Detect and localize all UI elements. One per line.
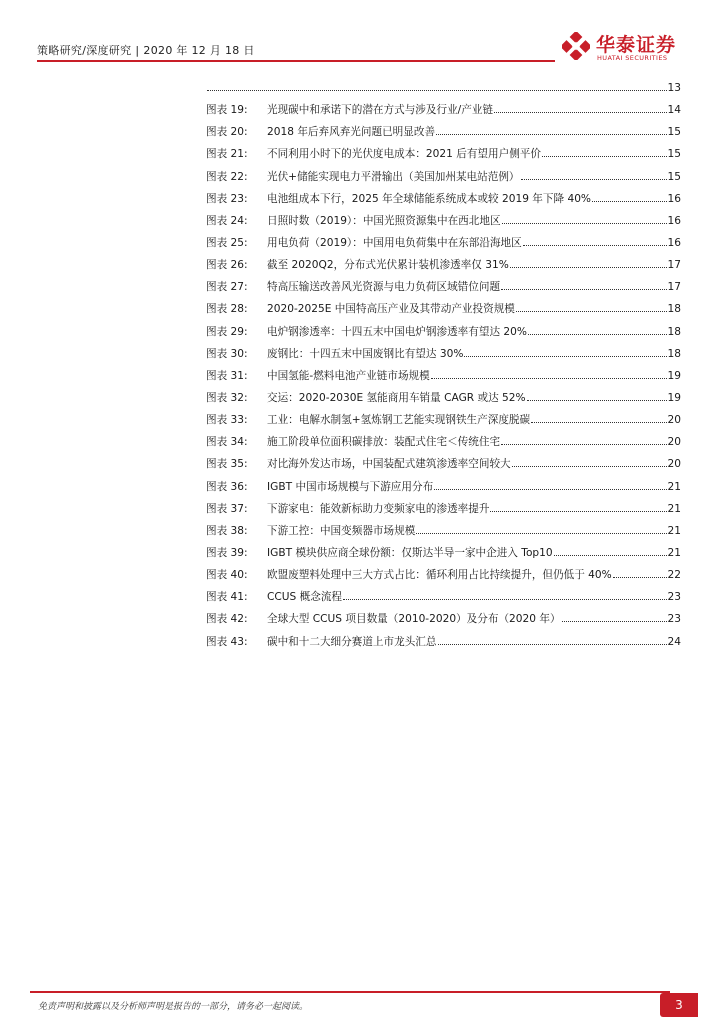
toc-entry-title: 特高压输送改善风光资源与电力负荷区域错位问题 bbox=[267, 281, 501, 294]
header-separator: | bbox=[135, 44, 140, 57]
toc-entry[interactable] bbox=[206, 523, 681, 545]
toc-leader-dots bbox=[343, 589, 667, 600]
toc-entry[interactable] bbox=[206, 324, 681, 346]
toc-page-number: 21 bbox=[667, 502, 681, 515]
toc-entry-title: 电炉钢渗透率：十四五末中国电炉钢渗透率有望达 20% bbox=[267, 325, 527, 338]
toc-entry-label: 图表 28: bbox=[206, 303, 248, 316]
figure-table-of-contents bbox=[206, 80, 681, 656]
toc-leader-dots bbox=[516, 301, 667, 312]
toc-entry-label: 图表 20: bbox=[206, 126, 248, 139]
report-category: 策略研究/深度研究 bbox=[37, 44, 132, 57]
footer-divider bbox=[30, 991, 670, 993]
toc-leader-dots bbox=[490, 501, 666, 512]
header-divider bbox=[37, 60, 555, 62]
toc-leader-dots bbox=[523, 235, 667, 246]
toc-leader-dots bbox=[501, 434, 666, 445]
toc-entry-label: 图表 41: bbox=[206, 591, 248, 604]
huatai-logo-icon bbox=[562, 32, 590, 60]
toc-page-number: 23 bbox=[667, 591, 681, 604]
toc-entry[interactable] bbox=[206, 279, 681, 301]
toc-page-number: 15 bbox=[667, 148, 681, 161]
toc-page-number: 21 bbox=[667, 546, 681, 559]
toc-entry-title: 交运：2020-2030E 氢能商用车销量 CAGR 或达 52% bbox=[267, 391, 526, 404]
toc-entry-title: 截至 2020Q2，分布式光伏累计装机渗透率仅 31% bbox=[267, 259, 509, 272]
toc-entry[interactable] bbox=[206, 567, 681, 589]
toc-entry-title: 下游工控：中国变频器市场规模 bbox=[267, 524, 416, 537]
toc-leader-dots bbox=[431, 368, 667, 379]
toc-entry-title: 用电负荷（2019）：中国用电负荷集中在东部沿海地区 bbox=[267, 236, 522, 249]
toc-page-number: 23 bbox=[667, 613, 681, 626]
toc-entry-title: 欧盟废塑料处理中三大方式占比：循环利用占比持续提升，但仍低于 40% bbox=[267, 569, 612, 582]
toc-entry-title: 光伏+储能实现电力平滑输出（美国加州某电站范例） bbox=[267, 170, 520, 183]
toc-entry-title: 中国氢能-燃料电池产业链市场规模 bbox=[267, 369, 430, 382]
logo-english-name: HUATAI SECURITIES bbox=[597, 54, 668, 62]
toc-entry-label: 图表 36: bbox=[206, 480, 248, 493]
footer-disclaimer: 免责声明和披露以及分析师声明是报告的一部分，请务必一起阅读。 bbox=[38, 1002, 309, 1012]
toc-page-number: 18 bbox=[667, 347, 681, 360]
toc-entry[interactable] bbox=[206, 102, 681, 124]
toc-page-number: 16 bbox=[667, 236, 681, 249]
toc-page-number: 20 bbox=[667, 414, 681, 427]
toc-entry-label: 图表 19: bbox=[206, 104, 248, 117]
toc-entry[interactable] bbox=[206, 213, 681, 235]
toc-page-number: 16 bbox=[667, 192, 681, 205]
toc-entry-title: 对比海外发达市场，中国装配式建筑渗透率空间较大 bbox=[267, 458, 511, 471]
toc-entry-title: 下游家电：能效新标助力变频家电的渗透率提升 bbox=[267, 502, 490, 515]
toc-page-number: 22 bbox=[667, 569, 681, 582]
toc-leader-dots bbox=[207, 80, 667, 91]
toc-entry[interactable] bbox=[206, 235, 681, 257]
toc-entry-label: 图表 42: bbox=[206, 613, 248, 626]
report-date: 2020 年 12 月 18 日 bbox=[143, 44, 255, 57]
toc-entry[interactable] bbox=[206, 456, 681, 478]
toc-page-number: 17 bbox=[667, 281, 681, 294]
toc-entry-title: 全球大型 CCUS 项目数量（2010-2020）及分布（2020 年） bbox=[267, 613, 561, 626]
toc-entry[interactable] bbox=[206, 545, 681, 567]
toc-leader-dots bbox=[510, 257, 667, 268]
toc-entry-label: 图表 23: bbox=[206, 192, 248, 205]
toc-leader-dots bbox=[502, 213, 667, 224]
toc-leader-dots bbox=[494, 102, 666, 113]
toc-entry[interactable] bbox=[206, 257, 681, 279]
toc-page-number: 15 bbox=[667, 170, 681, 183]
toc-entry-label: 图表 22: bbox=[206, 170, 248, 183]
toc-leader-dots bbox=[438, 634, 667, 645]
toc-entry[interactable] bbox=[206, 434, 681, 456]
header-category-date bbox=[37, 42, 255, 58]
toc-leader-dots bbox=[531, 412, 666, 423]
toc-entry-label: 图表 34: bbox=[206, 436, 248, 449]
toc-page-number: 19 bbox=[667, 391, 681, 404]
toc-page-number: 15 bbox=[667, 126, 681, 139]
toc-leader-dots bbox=[416, 523, 666, 534]
toc-entry-title: 2020-2025E 中国特高压产业及其带动产业投资规模 bbox=[267, 303, 515, 316]
toc-entry-label: 图表 32: bbox=[206, 391, 248, 404]
toc-entry[interactable] bbox=[206, 191, 681, 213]
toc-entry[interactable] bbox=[206, 501, 681, 523]
company-logo bbox=[562, 30, 692, 64]
toc-entry-label: 图表 40: bbox=[206, 569, 248, 582]
toc-entry-label: 图表 31: bbox=[206, 369, 248, 382]
toc-entry-title: 施工阶段单位面积碳排放：装配式住宅＜传统住宅 bbox=[267, 436, 501, 449]
toc-entry-title: 2018 年后弃风弃光问题已明显改善 bbox=[267, 126, 436, 139]
toc-entry-title: 不同利用小时下的光伏度电成本：2021 后有望用户侧平价 bbox=[267, 148, 541, 161]
toc-entry-title: 电池组成本下行，2025 年全球储能系统成本或较 2019 年下降 40% bbox=[267, 192, 591, 205]
toc-entry-label: 图表 43: bbox=[206, 635, 248, 648]
toc-entry[interactable] bbox=[206, 412, 681, 434]
toc-entry[interactable] bbox=[206, 611, 681, 633]
toc-page-number: 24 bbox=[667, 635, 681, 648]
toc-leader-dots bbox=[592, 191, 667, 202]
toc-entry-title: 日照时数（2019）：中国光照资源集中在西北地区 bbox=[267, 214, 501, 227]
toc-page-number: 17 bbox=[667, 259, 681, 272]
toc-leader-dots bbox=[434, 479, 666, 490]
toc-entry-label: 图表 33: bbox=[206, 414, 248, 427]
logo-chinese-name: 华泰证券 bbox=[596, 34, 677, 56]
toc-entry-title: 碳中和十二大细分赛道上市龙头汇总 bbox=[267, 635, 437, 648]
toc-entry[interactable] bbox=[206, 124, 681, 146]
toc-page-number: 19 bbox=[667, 369, 681, 382]
toc-entry-label: 图表 30: bbox=[206, 347, 248, 360]
toc-entry[interactable] bbox=[206, 634, 681, 656]
toc-leader-dots bbox=[542, 146, 667, 157]
toc-entry-title: CCUS 概念流程 bbox=[267, 591, 343, 604]
toc-entry-label: 图表 38: bbox=[206, 524, 248, 537]
toc-entry-title: 废钢比：十四五末中国废钢比有望达 30% bbox=[267, 347, 464, 360]
toc-page-number: 20 bbox=[667, 458, 681, 471]
toc-page-number: 18 bbox=[667, 325, 681, 338]
toc-continuation-row bbox=[206, 80, 681, 102]
toc-leader-dots bbox=[512, 456, 667, 467]
toc-entry-title: 光现碳中和承诺下的潜在方式与涉及行业/产业链 bbox=[267, 104, 494, 117]
toc-entry-title: 工业：电解水制氢+氢炼钢工艺能实现钢铁生产深度脱碳 bbox=[267, 414, 531, 427]
toc-entry-title: IGBT 中国市场规模与下游应用分布 bbox=[267, 480, 434, 493]
toc-entry-label: 图表 39: bbox=[206, 546, 248, 559]
toc-leader-dots bbox=[501, 279, 666, 290]
toc-entry[interactable] bbox=[206, 368, 681, 390]
toc-page-number: 13 bbox=[667, 82, 681, 94]
toc-leader-dots bbox=[528, 324, 667, 335]
toc-page-number: 18 bbox=[667, 303, 681, 316]
toc-entry-label: 图表 25: bbox=[206, 236, 248, 249]
toc-leader-dots bbox=[527, 390, 667, 401]
toc-leader-dots bbox=[464, 346, 666, 357]
toc-page-number: 21 bbox=[667, 480, 681, 493]
toc-entry[interactable] bbox=[206, 479, 681, 501]
toc-entry-label: 图表 21: bbox=[206, 148, 248, 161]
toc-leader-dots bbox=[521, 169, 667, 180]
toc-list bbox=[206, 102, 681, 656]
toc-entry[interactable] bbox=[206, 169, 681, 191]
toc-leader-dots bbox=[436, 124, 666, 135]
toc-entry-label: 图表 29: bbox=[206, 325, 248, 338]
toc-entry-label: 图表 37: bbox=[206, 502, 248, 515]
toc-entry-label: 图表 35: bbox=[206, 458, 248, 471]
toc-page-number: 16 bbox=[667, 214, 681, 227]
toc-page-number: 20 bbox=[667, 436, 681, 449]
toc-entry-label: 图表 26: bbox=[206, 259, 248, 272]
toc-entry[interactable] bbox=[206, 146, 681, 168]
toc-entry[interactable] bbox=[206, 390, 681, 412]
toc-entry-label: 图表 24: bbox=[206, 214, 248, 227]
toc-leader-dots bbox=[554, 545, 667, 556]
toc-entry[interactable] bbox=[206, 346, 681, 368]
toc-entry-label: 图表 27: bbox=[206, 281, 248, 294]
toc-page-number: 14 bbox=[667, 104, 681, 117]
toc-leader-dots bbox=[613, 567, 667, 578]
toc-entry-title: IGBT 模块供应商全球份额：仅斯达半导一家中企进入 Top10 bbox=[267, 546, 553, 559]
toc-leader-dots bbox=[562, 611, 667, 622]
page-number-badge: 3 bbox=[660, 993, 698, 1017]
toc-entry[interactable] bbox=[206, 589, 681, 611]
toc-entry[interactable] bbox=[206, 301, 681, 323]
toc-page-number: 21 bbox=[667, 524, 681, 537]
